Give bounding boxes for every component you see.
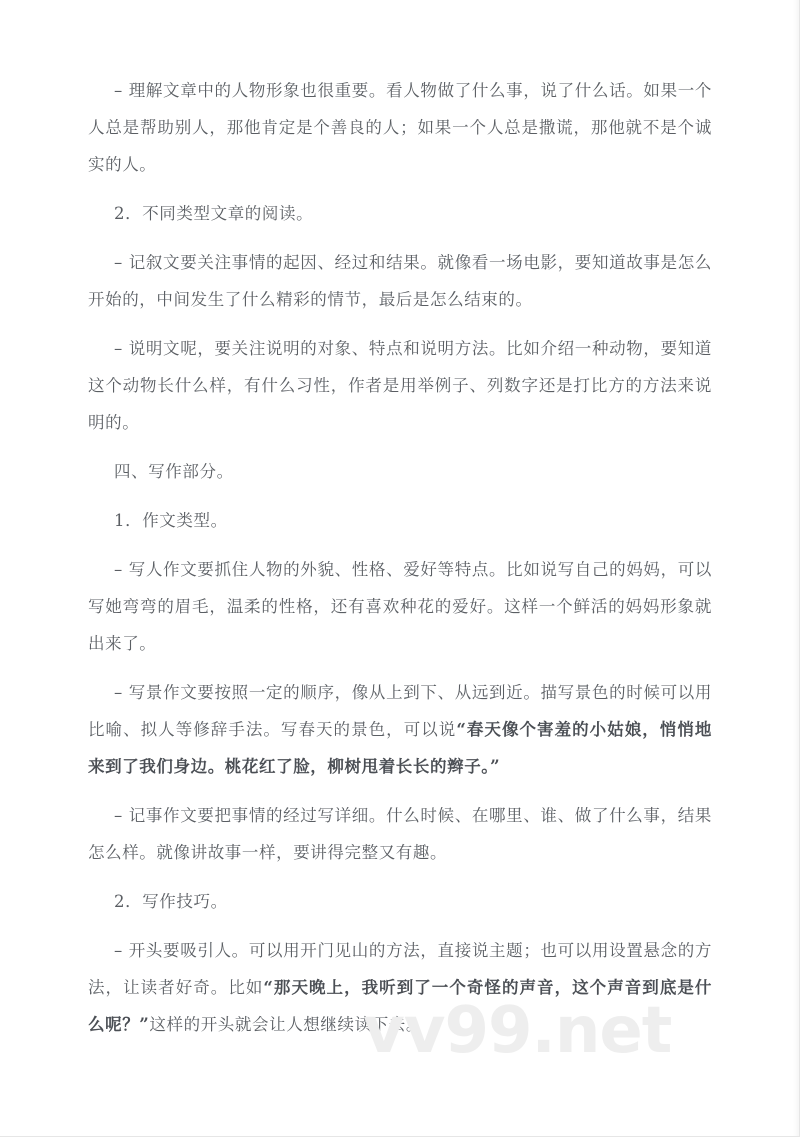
p-scenery-essay bbox=[88, 674, 712, 785]
p-event-essay: – 记事作文要把事情的经过写详细。什么时候、在哪里、谁、做了什么事，结果怎么样。就像讲故事一样，要讲得完整又有趣。 bbox=[88, 806, 712, 862]
quoted-text: “春天像个害羞的小姑娘，悄悄地来到了我们身边。桃花红了脸，柳树甩着长长的辫子。” bbox=[88, 720, 712, 776]
p-narrative: – 记叙文要关注事情的起因、经过和结果。就像看一场电影，要知道故事是怎么开始的，中间发生了什么精彩的情节，最后是怎么结束的。 bbox=[88, 253, 712, 309]
site-watermark: vv99.net bbox=[363, 994, 672, 1068]
body-text: – 写景作文要按照一定的顺序，像从上到下、从远到近。描写景色的时候可以用比喻、拟人等修辞手法。写春天的景色，可以说 bbox=[88, 683, 712, 739]
p-heading-section-four: 四、写作部分。 bbox=[114, 462, 234, 481]
p-expository: – 说明文呢，要关注说明的对象、特点和说明方法。比如介绍一种动物，要知道这个动物长什么样，有什么习性，作者是用举例子、列数字还是打比方的方法来说明的。 bbox=[88, 339, 712, 432]
p-character-image: – 理解文章中的人物形象也很重要。看人物做了什么事，说了什么话。如果一个人总是帮助别人，那他肯定是个善良的人；如果一个人总是撒谎，那他就不是个诚实的人。 bbox=[88, 81, 712, 174]
p-heading-1-essay-types: 1．作文类型。 bbox=[114, 511, 228, 530]
quoted-text: “那天晚上，我听到了一个奇怪的声音，这个声音到底是什么呢？” bbox=[88, 978, 713, 1034]
p-heading-2-reading-types: 2．不同类型文章的阅读。 bbox=[114, 204, 314, 223]
p-people-essay: – 写人作文要抓住人物的外貌、性格、爱好等特点。比如说写自己的妈妈，可以写她弯弯的眉毛，温柔的性格，还有喜欢种花的爱好。这样一个鲜活的妈妈形象就出来了。 bbox=[88, 560, 712, 653]
document-body bbox=[88, 72, 712, 1055]
p-heading-2-writing-skills: 2．写作技巧。 bbox=[114, 892, 228, 911]
body-text: – 开头要吸引人。可以用开门见山的方法，直接说主题；也可以用设置悬念的方法，让读者好奇。比如 bbox=[88, 941, 712, 997]
body-text: 这样的开头就会让人想继续读下去。 bbox=[149, 1015, 424, 1034]
